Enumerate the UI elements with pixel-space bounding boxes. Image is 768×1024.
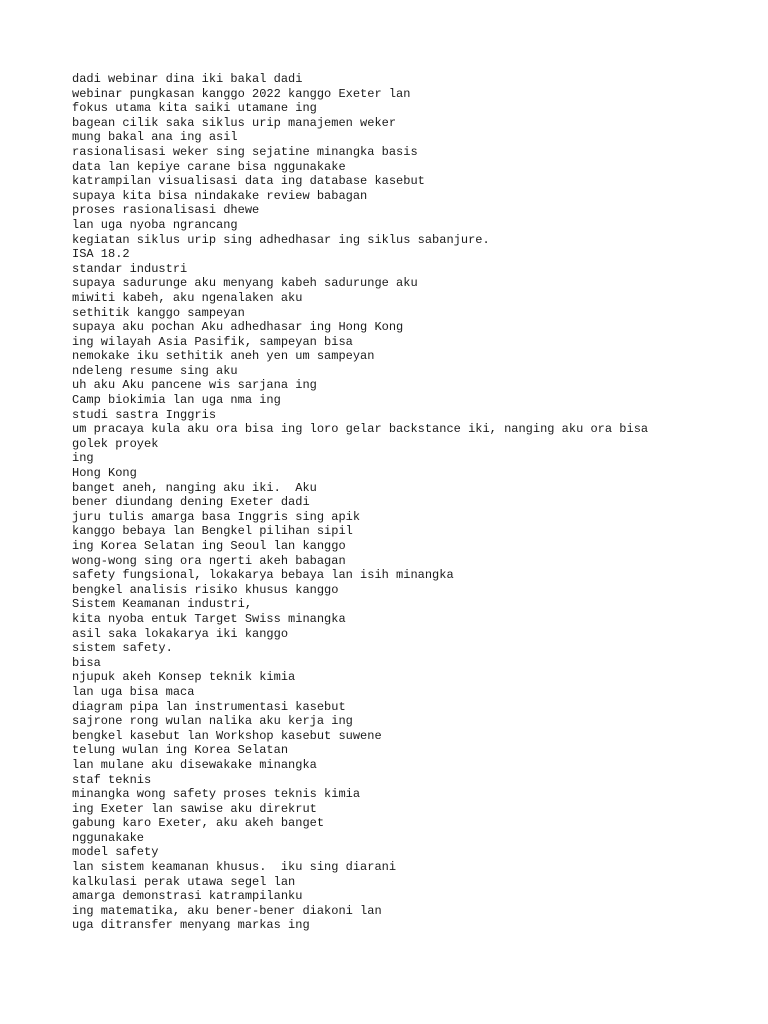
text-line: uh aku Aku pancene wis sarjana ing [72, 378, 317, 393]
text-line: supaya sadurunge aku menyang kabeh sadurunge aku [72, 276, 418, 291]
text-line: minangka wong safety proses teknis kimia [72, 787, 361, 802]
text-line: banget aneh, nanging aku iki. Aku [72, 480, 317, 495]
text-line: telung wulan ing Korea Selatan [72, 743, 289, 758]
text-line: Camp biokimia lan uga nma ing [72, 393, 281, 408]
text-line: ing [72, 451, 94, 466]
transcript-text [72, 72, 752, 933]
text-line: ing Exeter lan sawise aku direkrut [72, 801, 317, 816]
text-line: staf teknis [72, 772, 152, 787]
text-line: standar industri [72, 261, 188, 276]
text-line: nemokake iku sethitik aneh yen um sampeyan [72, 349, 375, 364]
text-line: lan uga nyoba ngrancang [72, 217, 238, 232]
text-line: data lan kepiye carane bisa nggunakake [72, 159, 346, 174]
text-line: njupuk akeh Konsep teknik kimia [72, 670, 296, 685]
text-line: lan sistem keamanan khusus. iku sing diarani [72, 860, 397, 875]
text-line: kalkulasi perak utawa segel lan [72, 874, 296, 889]
text-line: miwiti kabeh, aku ngenalaken aku [72, 290, 303, 305]
text-line: kanggo bebaya lan Bengkel pilihan sipil [72, 524, 353, 539]
text-line: rasionalisasi weker sing sejatine minangka basis [72, 144, 418, 159]
text-line: studi sastra Inggris [72, 407, 217, 422]
text-line: sajrone rong wulan nalika aku kerja ing [72, 714, 353, 729]
text-line: ndeleng resume sing aku [72, 363, 238, 378]
text-line: mung bakal ana ing asil [72, 130, 238, 145]
text-line: supaya aku pochan Aku adhedhasar ing Hong Kong [72, 320, 404, 335]
text-line: safety fungsional, lokakarya bebaya lan isih minangka [72, 568, 454, 583]
text-line: Hong Kong [72, 466, 137, 481]
text-line: kita nyoba entuk Target Swiss minangka [72, 611, 346, 626]
text-line: katrampilan visualisasi data ing database kasebut [72, 174, 425, 189]
text-line: juru tulis amarga basa Inggris sing apik [72, 509, 361, 524]
text-line: proses rasionalisasi dhewe [72, 203, 260, 218]
text-line: kegiatan siklus urip sing adhedhasar ing siklus sabanjure. [72, 232, 490, 247]
text-line: ing Korea Selatan ing Seoul lan kanggo [72, 539, 346, 553]
text-line: fokus utama kita saiki utamane ing [72, 101, 317, 116]
text-line: sethitik kanggo sampeyan [72, 305, 245, 320]
text-line: lan uga bisa maca [72, 684, 195, 699]
text-line: bisa [72, 655, 101, 670]
text-line: bagean cilik saka siklus urip manajemen weker [72, 115, 397, 130]
text-line: uga ditransfer menyang markas ing [72, 918, 310, 933]
text-line: golek proyek [72, 436, 159, 451]
text-line: webinar pungkasan kanggo 2022 kanggo Exeter lan [72, 86, 411, 101]
text-line: Sistem Keamanan industri, [72, 597, 253, 612]
text-line: diagram pipa lan instrumentasi kasebut [72, 699, 346, 714]
text-line: ing wilayah Asia Pasifik, sampeyan bisa [72, 334, 353, 349]
text-line: um pracaya kula aku ora bisa ing loro gelar backstance iki, nanging aku ora bisa [72, 422, 649, 437]
text-line: lan mulane aku disewakake minangka [72, 757, 317, 772]
text-line: model safety [72, 845, 159, 860]
text-line: sistem safety. [72, 641, 173, 656]
text-line: amarga demonstrasi katrampilanku [72, 889, 303, 904]
text-line: nggunakake [72, 830, 145, 845]
text-line: bengkel analisis risiko khusus kanggo [72, 582, 339, 597]
text-line: asil saka lokakarya iki kanggo [72, 626, 289, 641]
text-line: wong-wong sing ora ngerti akeh babagan [72, 553, 346, 568]
text-line: ISA 18.2 [72, 247, 130, 262]
text-line: bengkel kasebut lan Workshop kasebut suwene [72, 728, 382, 743]
text-line: ing matematika, aku bener-bener diakoni lan [72, 903, 382, 918]
text-line: supaya kita bisa nindakake review babagan [72, 188, 368, 203]
text-line: dadi webinar dina iki bakal dadi [72, 72, 303, 86]
text-line: bener diundang dening Exeter dadi [72, 495, 310, 510]
text-line: gabung karo Exeter, aku akeh banget [72, 816, 325, 831]
